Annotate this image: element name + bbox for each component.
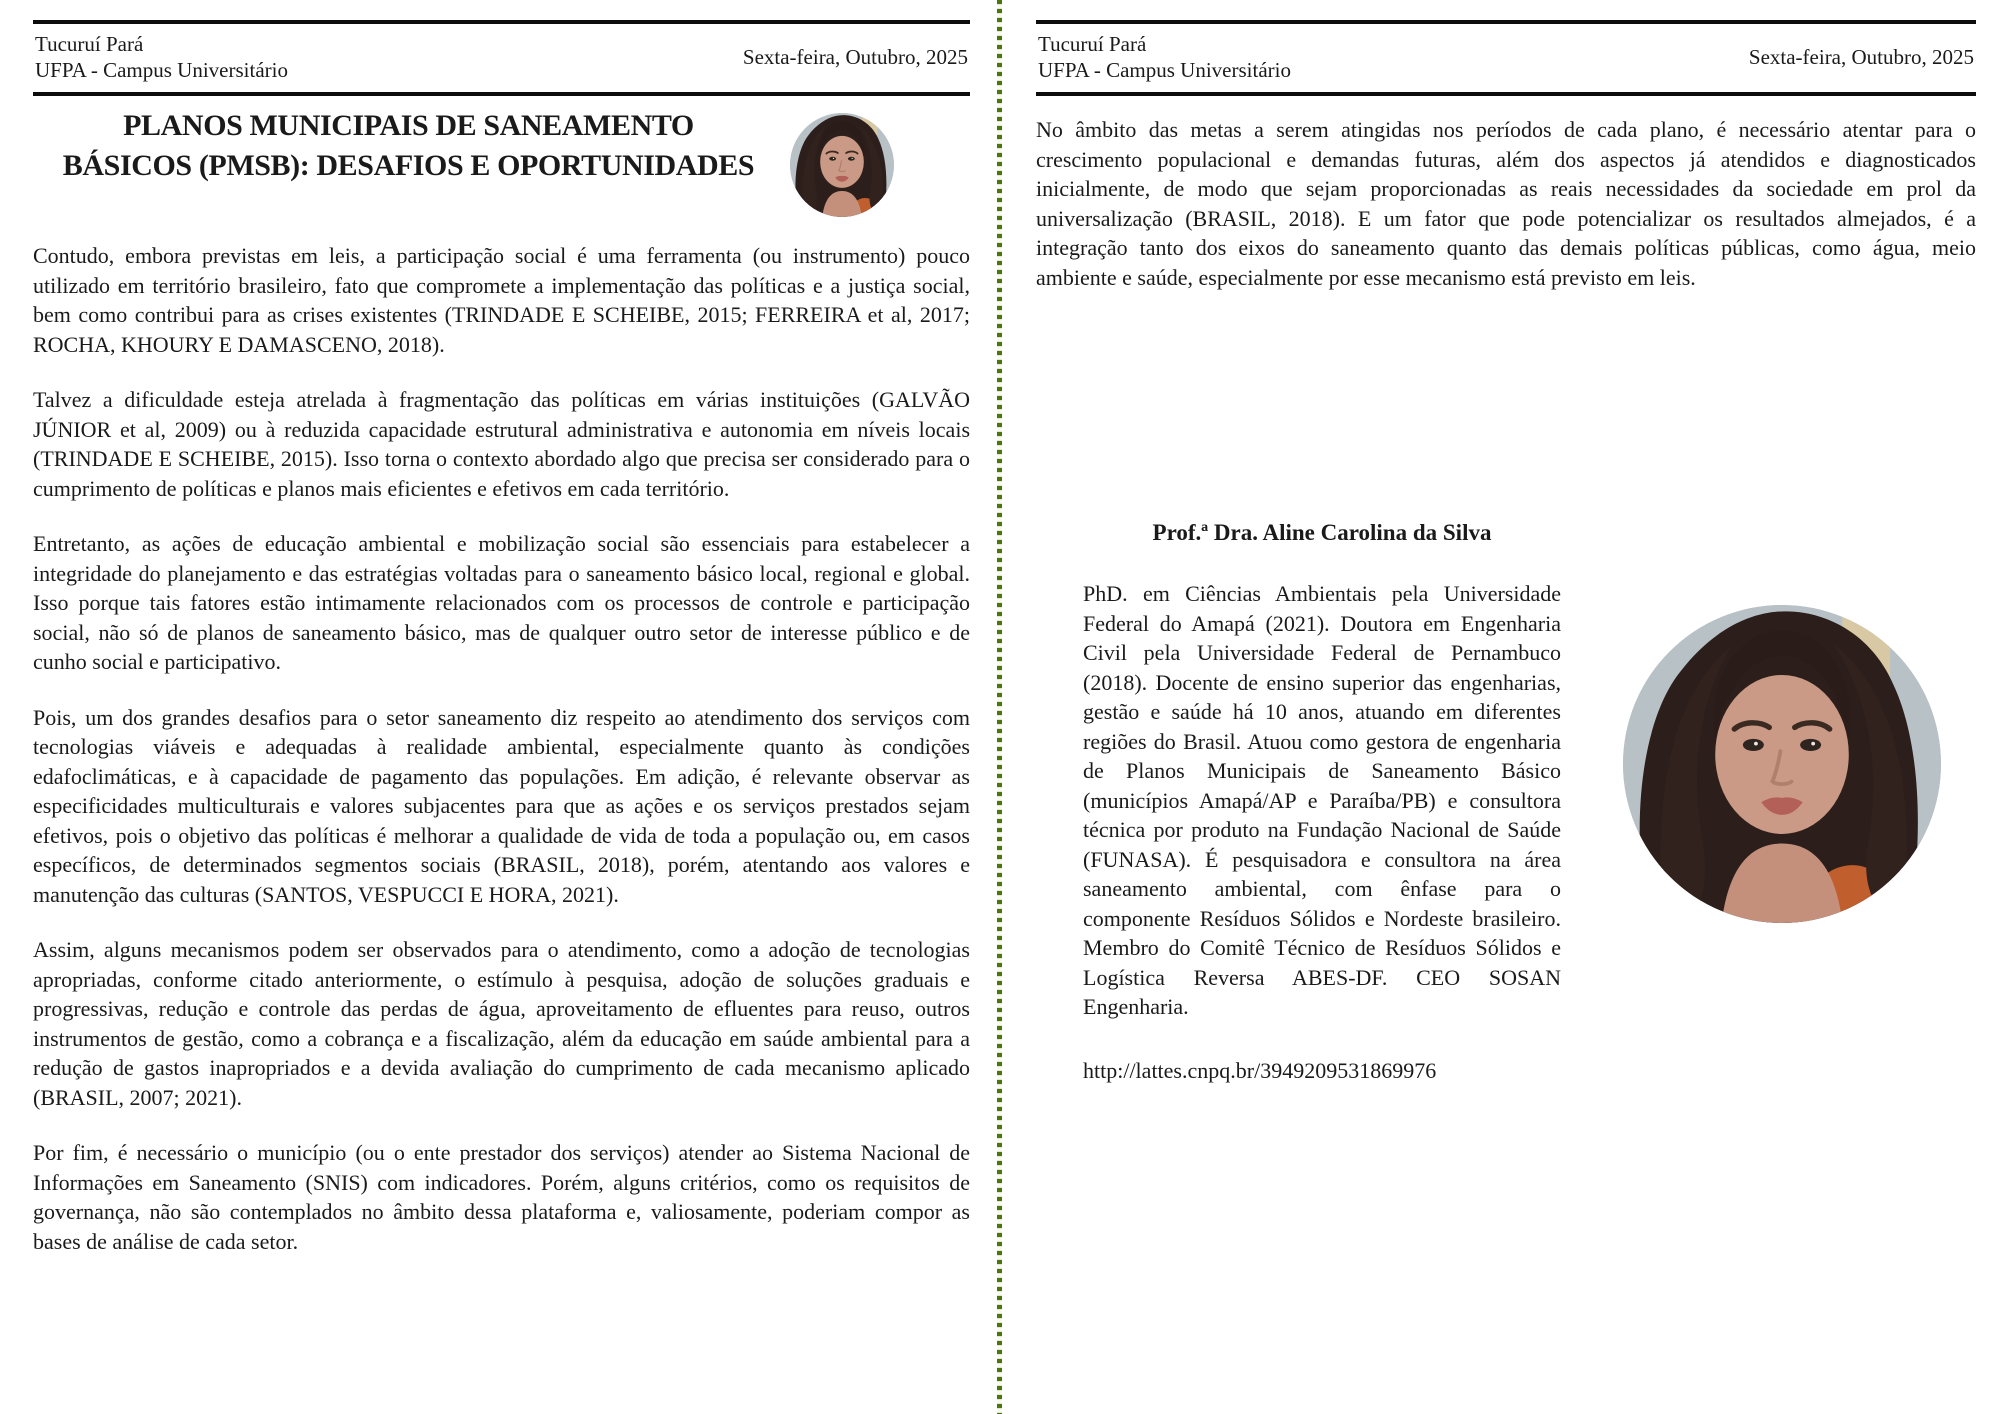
article-paragraph: Talvez a dificuldade esteja atrelada à fragmentação das políticas em várias instituições (GALVÃO JÚNIOR et al, 2009) ou à reduzida capacidade estrutural administrativa e autonomia em níveis locais (TRINDADE E SCHEIBE, 2015). Isso torna o contexto abordado algo que precisa ser considerado para o cumprimento de políticas e planos mais eficientes e efetivos em cada território. [33,387,970,501]
author-photo-small [790,113,894,217]
masthead-left-page [33,20,970,96]
masthead-location-line1: Tucuruí Pará [35,32,144,56]
article-body-left [33,241,970,1256]
title-row [33,104,970,217]
portrait-image [790,113,894,217]
author-name: Prof.ª Dra. Aline Carolina da Silva [1152,520,1492,545]
masthead-location-line2: UFPA - Campus Universitário [35,58,288,82]
article-title-line2: BÁSICOS (PMSB): DESAFIOS E OPORTUNIDADES [62,149,755,182]
author-bio-text: PhD. em Ciências Ambientais pela Universidade Federal do Amapá (2021). Doutora em Engenharia Civil pela Universidade Federal de Pernambuco (2018). Docente de ensino superior das engenharias, gestão e saúde há 10 anos, atuando em diferentes regiões do Brasil. Atuou como gestora de engenharia de Planos Municipais de Saneamento Básico (municípios Amapá/AP e Paraíba/PB) e consultora técnica por produto na Fundação Nacional de Saúde (FUNASA). É pesquisadora e consultora na área saneamento ambiental, com ênfase para o componente Resíduos Sólidos e Nordeste brasileiro. Membro do Comitê Técnico de Resíduos Sólidos e Logística Reversa ABES-DF. CEO SOSAN Engenharia. [1083,581,1561,1019]
author-photo-large [1623,605,1941,923]
portrait-image [1623,605,1941,923]
author-bio-block [1036,520,1976,1084]
article-title [33,106,784,186]
newspaper-page-right [1000,0,2000,1414]
article-paragraph: No âmbito das metas a serem atingidas nos períodos de cada plano, é necessário atentar para o crescimento populacional e demandas futuras, além dos aspectos já atendidos e diagnosticados inicialmente, de modo que sejam proporcionadas as reais necessidades da sociedade em prol da universalização (BRASIL, 2018). E um fator que pode potencializar os resultados almejados, é a integração tanto dos eixos do saneamento quanto das demais políticas públicas, como água, meio ambiente e saúde, especialmente por esse mecanismo está previsto em leis. [1036,117,1976,290]
masthead-location-line1: Tucuruí Pará [1038,32,1147,56]
article-paragraph: Pois, um dos grandes desafios para o setor saneamento diz respeito ao atendimento dos serviços com tecnologias viáveis e adequadas à realidade ambiental, especialmente quanto às condições edafoclimáticas, e à capacidade de pagamento das populações. Em adição, é relevante observar as especificidades multiculturais e valores subjacentes para que as ações e os serviços prestados sejam efetivos, pois o objetivo das políticas é melhorar a qualidade de vida de toda a população ou, em casos específicos, de determinados segmentos sociais (BRASIL, 2018), porém, atentando aos valores e manutenção das culturas (SANTOS, VESPUCCI E HORA, 2021). [33,704,970,907]
article-title-line1: PLANOS MUNICIPAIS DE SANEAMENTO [123,109,694,142]
lattes-url-link[interactable]: http://lattes.cnpq.br/3949209531869976 [1083,1057,1437,1083]
masthead-date: Sexta-feira, Outubro, 2025 [742,44,968,69]
masthead-date: Sexta-feira, Outubro, 2025 [1748,44,1974,69]
article-paragraph: Assim, alguns mecanismos podem ser observados para o atendimento, como a adoção de tecnologias apropriadas, conforme citado anteriormente, o estímulo à pesquisa, adoção de soluções graduais e progressivas, redução e controle das perdas de água, aproveitamento de efluentes para reuso, outros instrumentos de gestão, como a cobrança e a fiscalização, além da educação em saúde ambiental para a redução de gastos inapropriados e a devida avaliação do cumprimento de cada mecanismo aplicado (BRASIL, 2007; 2021). [33,937,970,1110]
masthead-location [35,31,288,83]
masthead-location-line2: UFPA - Campus Universitário [1038,58,1291,82]
article-paragraph: Entretanto, as ações de educação ambiental e mobilização social são essenciais para estabelecer a integridade do planejamento e das estratégias voltadas para o saneamento básico local, regional e global. Isso porque tais fatores estão intimamente relacionados com os processos de controle e participação social, não só de planos de saneamento básico, mas de qualquer outro setor de interesse público e de cunho social e participativo. [33,531,970,674]
author-bio-column [1083,520,1561,1084]
article-body-right [1036,115,1976,292]
article-paragraph: Por fim, é necessário o município (ou o ente prestador dos serviços) atender ao Sistema Nacional de Informações em Saneamento (SNIS) com indicadores. Porém, alguns critérios, como os requisitos de governança, não são contemplados no âmbito dessa plataforma e, valiosamente, poderiam compor as bases de análise de cada setor. [33,1140,970,1254]
masthead-right-page [1036,20,1976,96]
article-paragraph: Contudo, embora previstas em leis, a participação social é uma ferramenta (ou instrumento) pouco utilizado em território brasileiro, fato que compromete a implementação das políticas e a justiça social, bem como contribui para as crises existentes (TRINDADE E SCHEIBE, 2015; FERREIRA et al, 2017; ROCHA, KHOURY E DAMASCENO, 2018). [33,243,970,357]
masthead-location [1038,31,1291,83]
